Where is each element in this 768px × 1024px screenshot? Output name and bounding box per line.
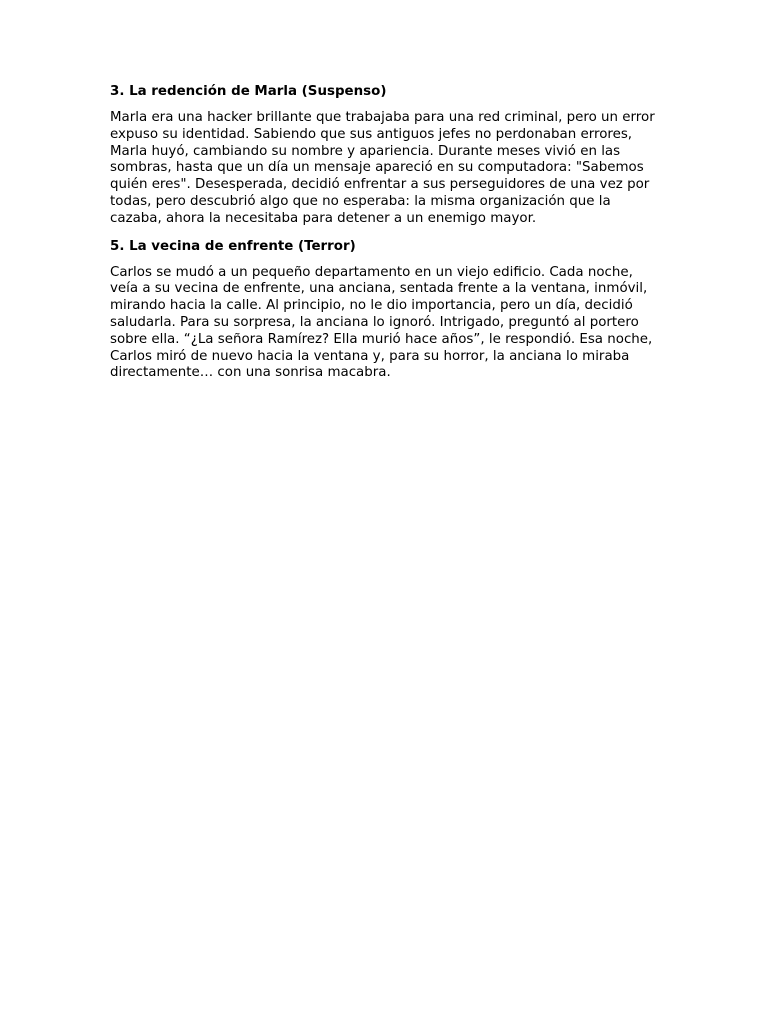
story-section-marla <box>110 83 662 228</box>
story-title: 3. La redención de Marla (Suspenso) <box>110 84 387 99</box>
document-page <box>110 83 662 392</box>
story-section-vecina <box>110 238 662 383</box>
story-title: 5. La vecina de enfrente (Terror) <box>110 238 356 254</box>
story-body: Marla era una hacker brillante que trabajaba para una red criminal, pero un error expuso su identidad. Sabiendo que sus antiguos jefes no perdonaban errores, Marla huyó, cambiando su nombre y apariencia. Durante meses vivió en las sombras, hasta que un día un mensaje apareció en su computadora: "Sabemos quién eres". Desesperada, decidió enfrentar a sus perseguidores de una vez por todas, pero descubrió algo que no esperaba: la misma organización que la cazaba, ahora la necesitaba para detener a un enemigo mayor. <box>110 110 655 226</box>
story-body: Carlos se mudó a un pequeño departamento en un viejo edificio. Cada noche, veía a su vecina de enfrente, una anciana, sentada frente a la ventana, inmóvil, mirando hacia la calle. Al principio, no le dio importancia, pero un día, decidió saludarla. Para su sorpresa, la anciana lo ignoró. Intrigado, preguntó al portero sobre ella. “¿La señora Ramírez? Ella murió hace años”, le respondió. Esa noche, Carlos miró de nuevo hacia la ventana y, para su horror, la anciana lo miraba directamente… con una sonrisa macabra. <box>110 264 653 381</box>
